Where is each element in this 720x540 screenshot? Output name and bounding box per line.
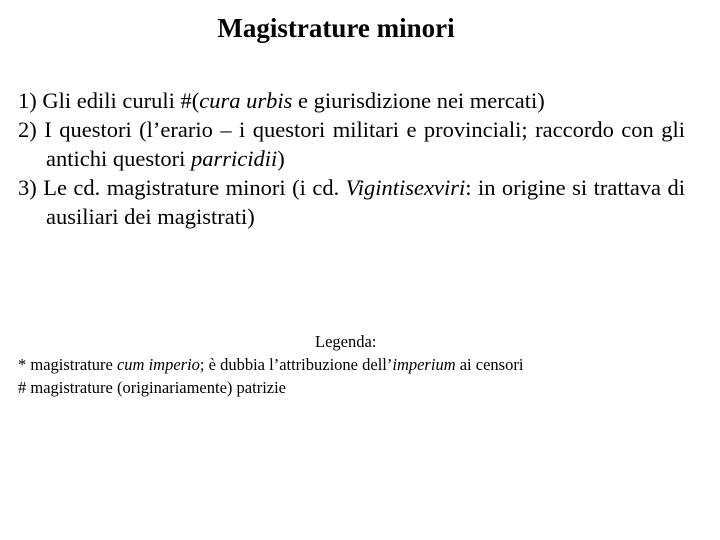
italic-term: parricidii xyxy=(190,146,278,171)
text-segment: ) xyxy=(277,146,285,171)
text-segment: e giurisdizione nei mercati) xyxy=(292,88,545,113)
italic-term: imperium xyxy=(392,355,456,374)
text-segment: I questori (l’erario – i questori militari e provinciali; raccordo con gli antichi questori xyxy=(44,117,686,171)
list-item-text xyxy=(43,175,685,229)
list-item-text xyxy=(44,117,685,171)
list-item-number: 1) xyxy=(18,88,37,113)
italic-term: Vigintisexviri xyxy=(345,175,466,200)
list-item-number: 3) xyxy=(18,175,37,200)
list-item-1 xyxy=(18,86,685,115)
legend-line-imperium xyxy=(18,353,658,376)
list-item-2 xyxy=(18,115,685,173)
text-segment: ; è dubbia l’attribuzione dell’ xyxy=(199,355,393,374)
legend-title: Legenda: xyxy=(315,332,377,351)
text-segment: Le cd. magistrature minori (i cd. xyxy=(43,175,346,200)
text-segment: ai censori xyxy=(455,355,524,374)
text-segment: * magistrature xyxy=(18,355,117,374)
legend xyxy=(18,330,658,399)
italic-term: cura urbis xyxy=(199,88,293,113)
magistrature-list xyxy=(18,86,685,231)
page-title: Magistrature minori xyxy=(217,13,455,43)
text-segment: Gli edili curuli #( xyxy=(42,88,200,113)
list-item-text xyxy=(42,88,544,113)
list-item-3 xyxy=(18,173,685,231)
list-item-number: 2) xyxy=(18,117,37,142)
text-segment: # magistrature (originariamente) patrizie xyxy=(18,378,287,397)
italic-term: cum imperio xyxy=(116,355,200,374)
legend-line-patrizie xyxy=(18,376,658,399)
text-segment: : in origine si trattava di ausiliari dei magistrati) xyxy=(46,175,686,229)
